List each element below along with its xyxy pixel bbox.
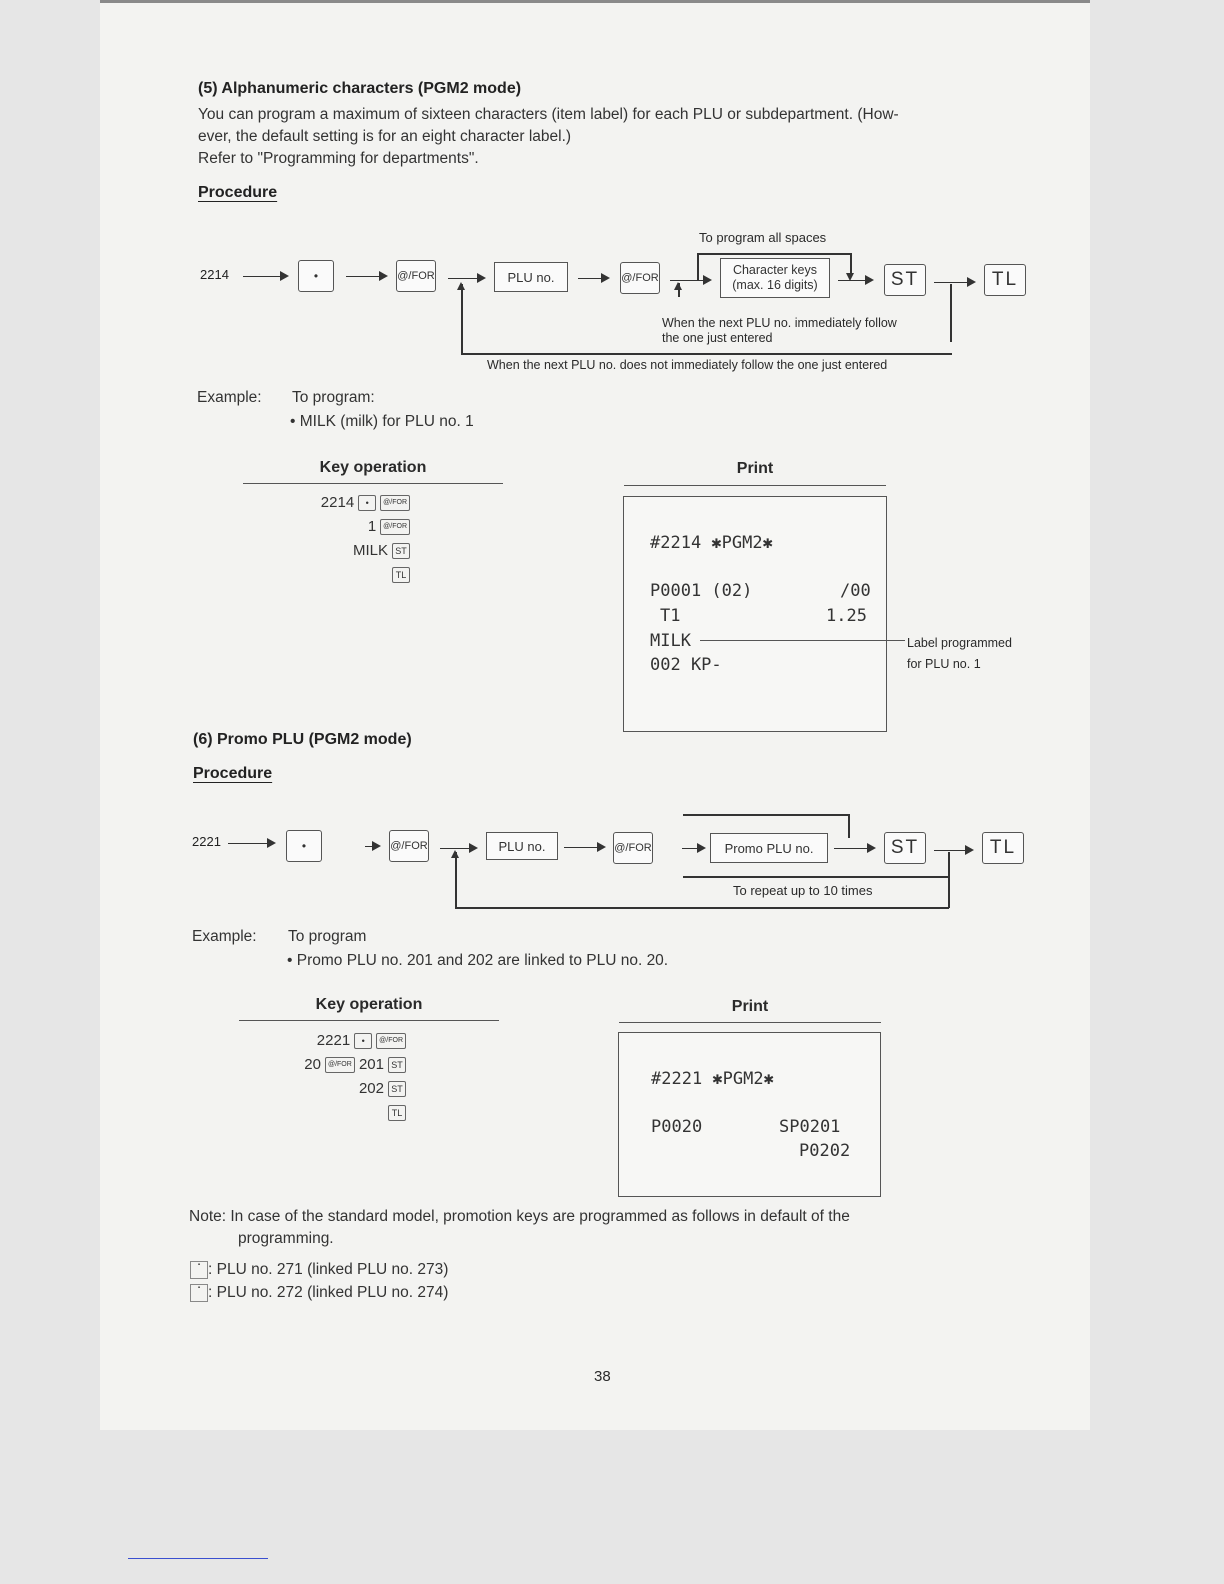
top-rule (100, 0, 1090, 3)
example1-bullet: • MILK (milk) for PLU no. 1 (290, 413, 474, 430)
page-number: 38 (594, 1368, 611, 1385)
example1-label: Example: (197, 389, 262, 406)
keyop-text: 20 (304, 1056, 321, 1073)
flow2-plu-no-box: PLU no. (486, 832, 558, 860)
loop-arrowhead (457, 282, 465, 290)
flow1-start: 2214 (200, 267, 229, 282)
flow1-arrow (243, 276, 287, 277)
rule (624, 485, 886, 486)
loop-line (461, 353, 952, 355)
flow1-arrow (346, 276, 386, 277)
keyop-text: 201 (358, 1056, 384, 1073)
note-item2 (190, 1282, 448, 1304)
dot-key-mark: • (358, 495, 376, 511)
label-pointer-line (700, 640, 905, 641)
section5-procedure: Procedure (198, 184, 278, 201)
key-operation-title-2: Key operation (315, 996, 423, 1013)
receipt1-line1: #2214 ✱PGM2✱ (650, 533, 773, 553)
keyop-text: MILK (352, 542, 388, 559)
repeat-line (455, 907, 949, 909)
section5-para2: ever, the default setting is for an eight character label.) (198, 128, 572, 145)
repeat-line (948, 852, 950, 908)
flow2-arrow (834, 848, 874, 849)
receipt2-line2b: SP0201 (779, 1117, 841, 1137)
section6-heading: (6) Promo PLU (PGM2 mode) (193, 731, 412, 748)
bypass-arrowhead (846, 273, 854, 281)
st-key-mark: ST (388, 1057, 406, 1073)
section5-para3: Refer to "Programming for departments". (198, 150, 479, 167)
example2-label: Example: (192, 928, 257, 945)
keyop1-line4 (300, 566, 410, 583)
bottom-rule (128, 1558, 268, 1559)
keyop2-line1 (300, 1032, 406, 1049)
loop-line (461, 284, 463, 354)
dot-key-mark: • (354, 1033, 372, 1049)
flow1-character-keys-box: Character keys (max. 16 digits) (720, 258, 830, 298)
flow1-atfor-key-2: @/FOR (620, 262, 660, 294)
promo-key-2-icon: ▪ (190, 1284, 208, 1302)
receipt2-line2a: P0020 (651, 1117, 703, 1137)
note-line2: programming. (238, 1230, 334, 1247)
receipt1-line3a: T1 (660, 606, 681, 626)
flow1-dot-key: • (298, 260, 334, 292)
flow1-arrow (670, 280, 710, 281)
flow2-arrow (365, 846, 379, 847)
flow1-atfor-key: @/FOR (396, 260, 436, 292)
flow2-promo-plu-box: Promo PLU no. (710, 833, 828, 863)
keyop1-line1 (300, 494, 410, 511)
flow2-dot-key: • (286, 830, 322, 862)
tl-key-mark: TL (392, 567, 410, 583)
keyop1-line3 (300, 542, 410, 559)
flow2-arrow (228, 843, 274, 844)
rule (619, 1022, 881, 1023)
print-title-2: Print (731, 998, 769, 1015)
bypass-line (850, 253, 852, 275)
receipt-2 (618, 1032, 881, 1197)
receipt-1 (623, 496, 887, 732)
repeat-arrowhead (451, 850, 459, 858)
print-title-1: Print (736, 460, 774, 477)
atfor-key-mark: @/FOR (325, 1057, 355, 1073)
note-item1 (190, 1259, 448, 1281)
key-operation-title-1: Key operation (319, 459, 427, 476)
example2-bullet: • Promo PLU no. 201 and 202 are linked to PLU no. 20. (287, 952, 669, 969)
tl-key-mark: TL (388, 1105, 406, 1121)
st-key-mark: ST (388, 1081, 406, 1097)
flow1-arrow (838, 280, 872, 281)
keyop-text: 1 (367, 518, 377, 535)
flow2-arrow (682, 848, 704, 849)
st-key-mark: ST (392, 543, 410, 559)
example1-text: To program: (292, 389, 375, 406)
flow1-plu-no-box: PLU no. (494, 262, 568, 292)
flow1-arrow (448, 278, 484, 279)
atfor-key-mark: @/FOR (380, 519, 410, 535)
keyop-text: 202 (358, 1080, 384, 1097)
flow1-st-key: ST (884, 264, 926, 296)
bypass-line (697, 253, 699, 280)
receipt1-line5: 002 KP- (650, 655, 722, 675)
repeat-line (683, 814, 849, 816)
receipt1-line3b: 1.25 (826, 606, 867, 626)
flow1-note-top: To program all spaces (699, 230, 827, 245)
receipt2-line3: P0202 (799, 1141, 851, 1161)
repeat-line (455, 852, 457, 908)
keyop2-line2 (280, 1056, 406, 1073)
repeat-line (848, 814, 850, 838)
keyop2-line4 (300, 1104, 406, 1121)
example2-text: To program (288, 928, 367, 945)
note-item2-text: : PLU no. 272 (linked PLU no. 274) (208, 1284, 449, 1301)
rule (243, 483, 503, 484)
flow2-repeat-note: To repeat up to 10 times (733, 883, 873, 898)
receipt2-line1: #2221 ✱PGM2✱ (651, 1069, 774, 1089)
repeat-line (683, 876, 949, 878)
flow1-arrow (578, 278, 608, 279)
promo-key-1-icon: ▪ (190, 1261, 208, 1279)
flow2-arrow (440, 848, 476, 849)
section6-procedure: Procedure (193, 765, 273, 782)
receipt1-line2a: P0001 (02) (650, 581, 753, 601)
flow1-note-inner: When the next PLU no. immediately follow the one just entered (662, 316, 897, 345)
flow2-start: 2221 (192, 834, 221, 849)
note-item1-text: : PLU no. 271 (linked PLU no. 273) (208, 1261, 449, 1278)
label-programmed-note: Label programmed for PLU no. 1 (907, 636, 1012, 671)
keyop-text: 2214 (320, 494, 355, 511)
flow1-note-outer: When the next PLU no. does not immediately follow the one just entered (487, 358, 888, 372)
bypass-line (697, 253, 851, 255)
flow2-tl-key: TL (982, 832, 1024, 864)
receipt1-line4: MILK (650, 631, 691, 651)
section5-heading: (5) Alphanumeric characters (PGM2 mode) (198, 80, 522, 97)
loop-arrowhead (674, 282, 682, 290)
flow1-arrow (934, 282, 974, 283)
flow1-tl-key: TL (984, 264, 1026, 296)
atfor-key-mark: @/FOR (376, 1033, 406, 1049)
rule (239, 1020, 499, 1021)
keyop-text: 2221 (316, 1032, 351, 1049)
loop-line (950, 284, 952, 342)
section5-para1: You can program a maximum of sixteen characters (item label) for each PLU or subdepartment. (How- (198, 106, 899, 123)
flow2-arrow (934, 850, 972, 851)
keyop2-line3 (300, 1080, 406, 1097)
keyop1-line2 (300, 518, 410, 535)
flow2-arrow (564, 847, 604, 848)
flow2-atfor-key: @/FOR (389, 830, 429, 862)
flow2-st-key: ST (884, 832, 926, 864)
flow2-atfor-key-2: @/FOR (613, 832, 653, 864)
receipt1-line2b: /00 (840, 581, 871, 601)
note-line1: Note: In case of the standard model, promotion keys are programmed as follows in default of the (189, 1208, 850, 1225)
atfor-key-mark: @/FOR (380, 495, 410, 511)
